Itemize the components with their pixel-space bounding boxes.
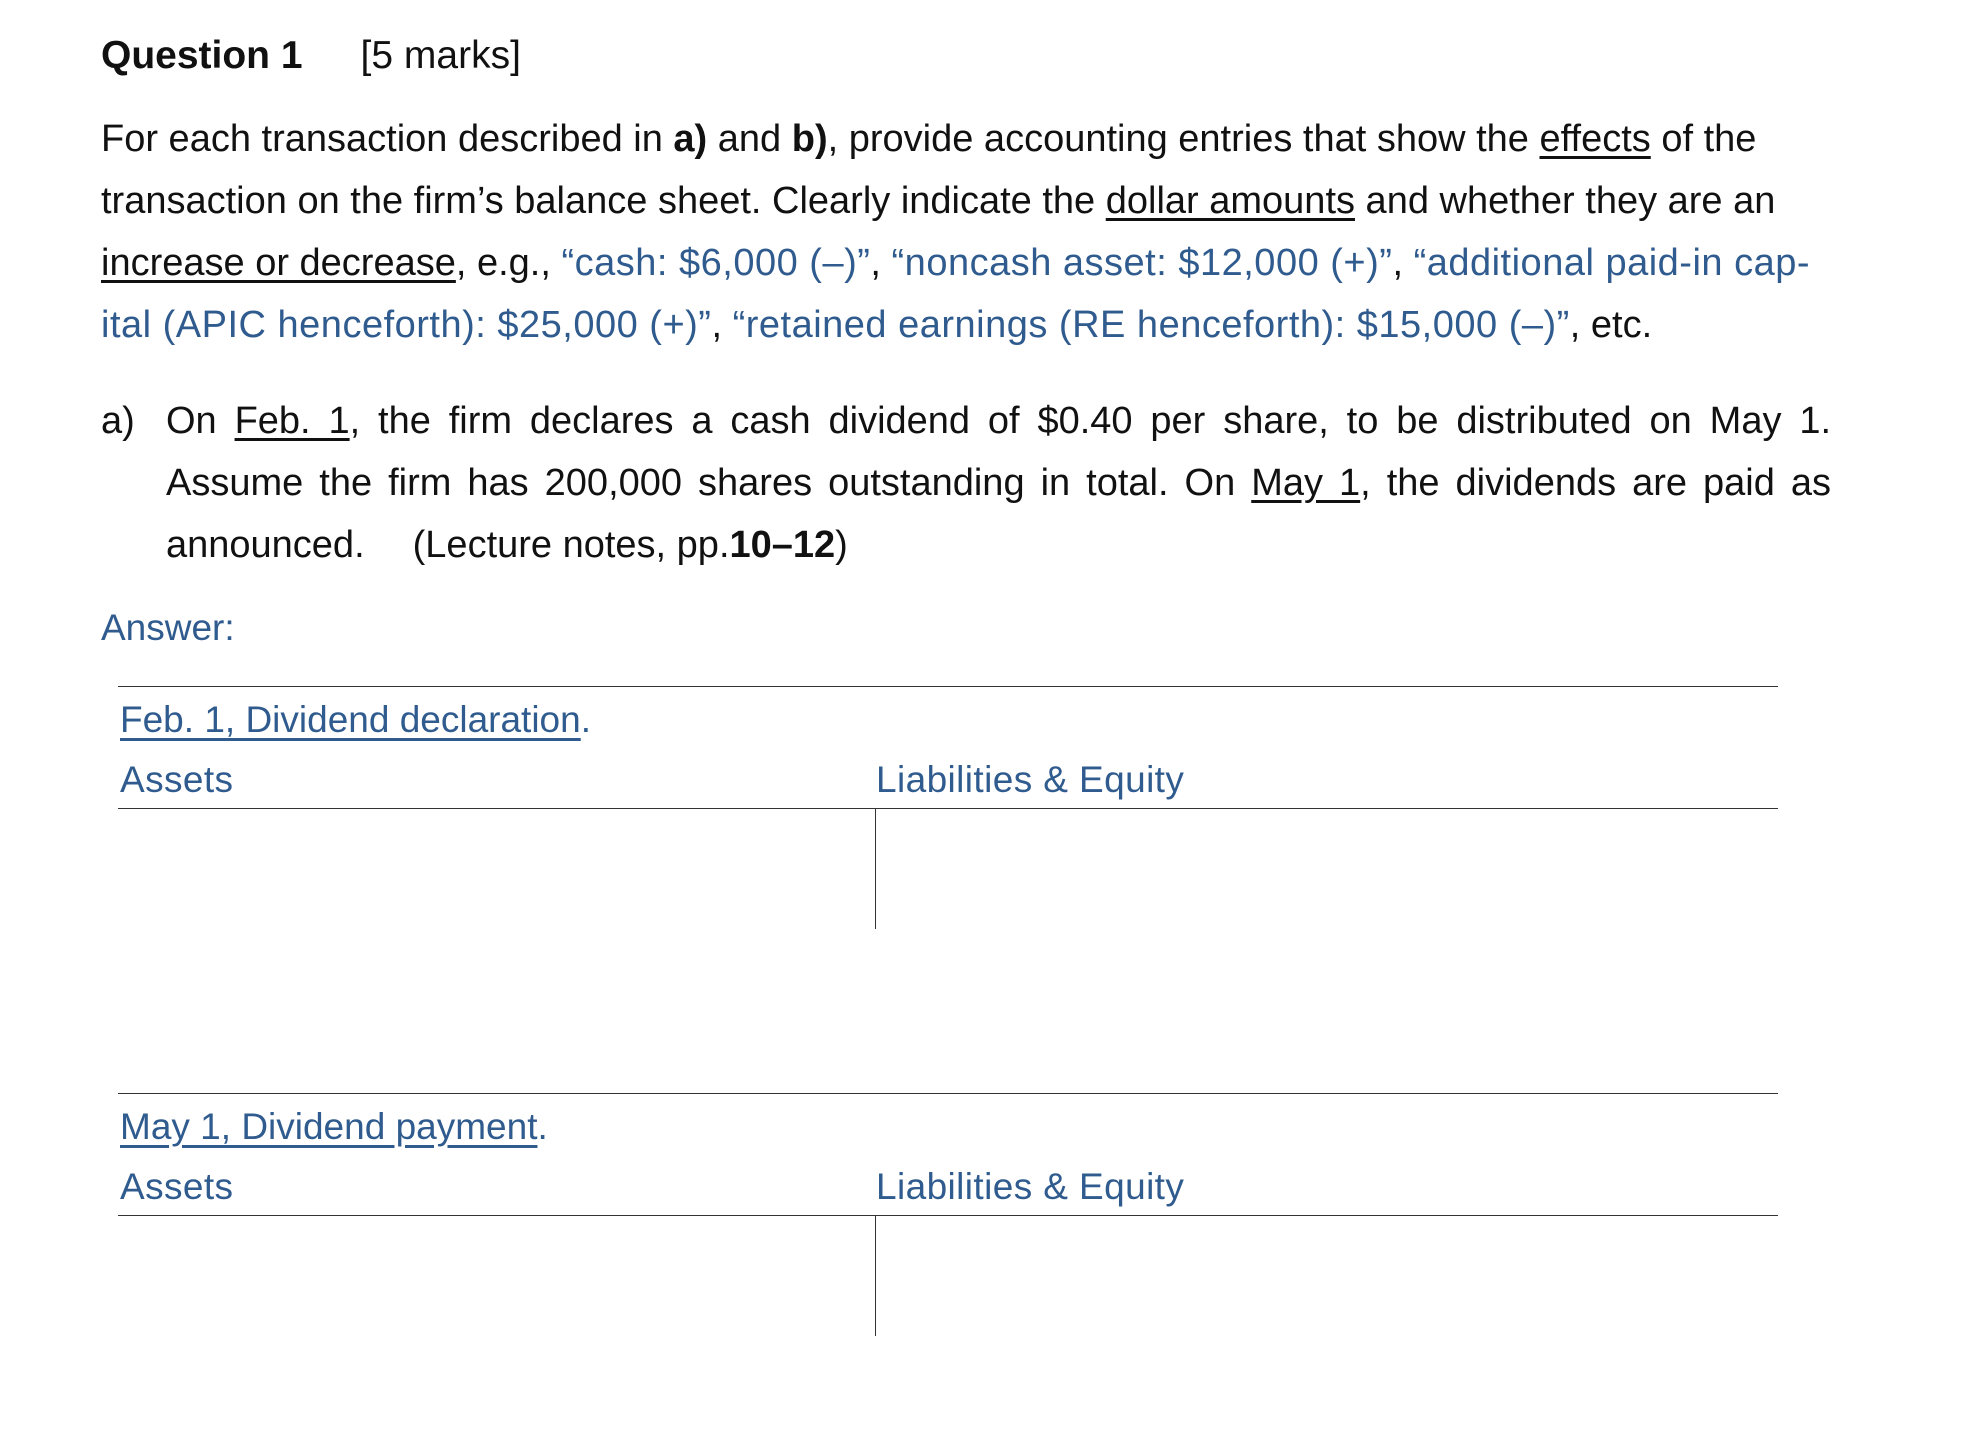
part-a-underline-may1: May 1 [1251,462,1361,504]
intro-separator: , [870,242,892,284]
part-a-label: a) [101,400,135,442]
assets-column-header: Assets [120,1166,234,1207]
question-title: Question 1 [101,34,303,77]
part-a-text [166,390,1831,576]
lecture-reference-text: (Lecture notes, pp. [412,524,730,566]
ledger-header-rule [118,808,1778,809]
part-a-underline-feb1: Feb. 1 [234,400,350,442]
ledger-title-period: . [580,699,591,740]
intro-text: , provide accounting entries that show the [827,118,1540,160]
ledger-divider [875,809,876,929]
intro-bold-b: b) [791,118,828,160]
lecture-reference-pages: 10–12 [729,524,836,566]
intro-text: , e.g., [455,242,562,284]
part-a-text-segment: , the firm declares a cash dividend of $0.40 per share, to be distributed on May 1. Assume the firm has 200,000 shares outstanding in total. On [166,400,1832,504]
liabilities-equity-column-header: Liabilities & Equity [876,1166,1185,1207]
example-cash: “cash: $6,000 (–)” [561,242,871,284]
example-retained-earnings: “retained earnings (RE henceforth): $15,000 (–)” [732,304,1570,346]
ledger-top-rule [118,686,1778,687]
intro-separator: , [711,304,733,346]
ledger-title-text: Feb. 1, Dividend declaration [120,699,581,740]
ledger-title [120,692,591,748]
ledger-divider [875,1216,876,1336]
intro-text: of the transaction on the firm’s balance sheet. Clearly indicate the [101,118,1757,222]
lecture-reference-close: ) [835,524,848,566]
example-apic: “additional paid-in cap-ital (APIC henceforth): $25,000 (+)” [101,242,1811,346]
ledger-title [120,1099,548,1155]
intro-text: and whether they are an [1355,180,1776,222]
intro-bold-a: a) [673,118,708,160]
intro-separator: , [1392,242,1414,284]
intro-underline-increase-decrease: increase or decrease [101,242,456,284]
lecture-reference [413,524,848,566]
intro-text: and [707,118,792,160]
intro-text: , etc. [1569,304,1653,346]
part-a [101,390,1831,576]
liabilities-equity-column-header: Liabilities & Equity [876,759,1185,800]
ledger-title-text: May 1, Dividend payment [120,1106,538,1147]
ledger-header-rule [118,1215,1778,1216]
ledger-top-rule [118,1093,1778,1094]
answer-label: Answer: [101,607,235,648]
intro-underline-effects: effects [1539,118,1651,160]
question-marks: [5 marks] [360,34,521,77]
instructions-paragraph [101,108,1831,356]
intro-underline-dollar-amounts: dollar amounts [1105,180,1355,222]
part-a-text-segment: , the dividends are paid as announced. [166,462,1831,566]
question-header [101,28,521,84]
intro-text: For each transaction described in [101,118,674,160]
example-noncash-asset: “noncash asset: $12,000 (+)” [891,242,1393,284]
part-a-text-segment: On [166,400,235,442]
assets-column-header: Assets [120,759,234,800]
ledger-title-period: . [537,1106,548,1147]
